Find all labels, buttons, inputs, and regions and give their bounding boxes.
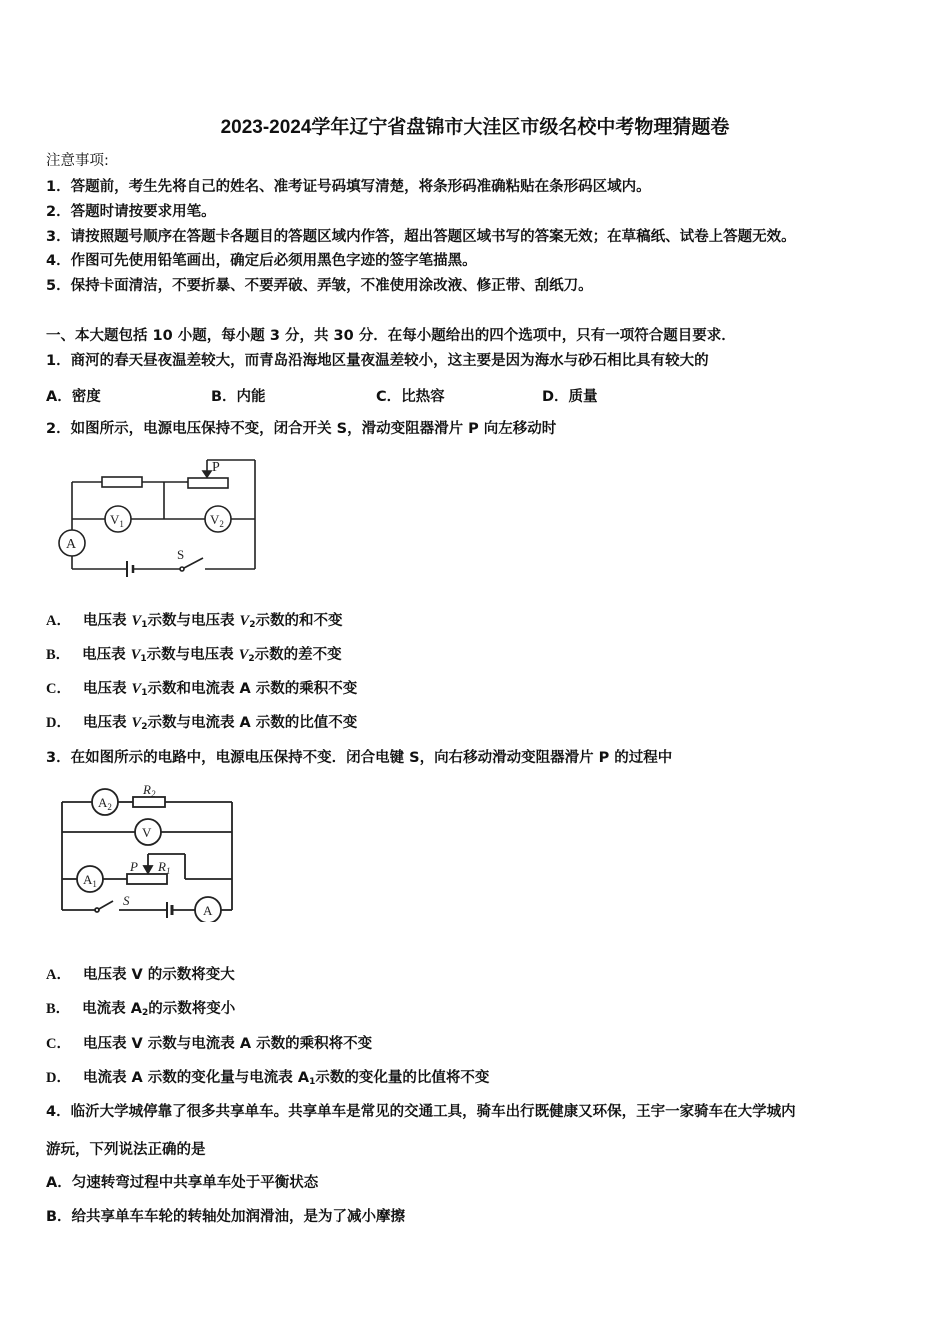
q4-option-a[interactable]: A．匀速转弯过程中共享单车处于平衡状态 — [46, 1175, 319, 1191]
label-r1: $R_1$ — [158, 859, 171, 876]
slide-rheostat — [188, 478, 228, 488]
question-2-circuit-diagram — [55, 455, 260, 580]
question-4-stem-line-1: 4．临沂大学城停靠了很多共享单车。共享单车是常见的交通工具，骑车出行既健康又环保，王宇一家骑车在大学城内 — [46, 1104, 796, 1120]
label-p: P — [130, 859, 138, 874]
q2-option-d[interactable]: D． 电压表 $V_2$示数与电流表 A 示数的比值不变 — [46, 715, 358, 732]
question-3-circuit-diagram — [55, 782, 240, 922]
label-s: S — [177, 547, 185, 562]
question-1-options — [46, 385, 906, 405]
resistor-r2 — [133, 797, 165, 807]
question-4-stem-line-2: 游玩，下列说法正确的是 — [46, 1142, 206, 1158]
label-v2: $V_2$ — [210, 512, 224, 529]
label-a1: $A_1$ — [83, 872, 97, 889]
label-r2: $R_2$ — [143, 782, 156, 799]
rheostat-r1 — [127, 874, 167, 884]
label-a: A — [203, 903, 213, 918]
q2-option-b[interactable]: B． 电压表 $V_1$示数与电压表 $V_2$示数的差不变 — [46, 647, 342, 664]
q3-option-b[interactable]: B． 电流表 $A_2$的示数将变小 — [46, 1001, 236, 1018]
section-heading: 一、本大题包括 10 小题，每小题 3 分，共 30 分．在每小题给出的四个选项中，只有一项符合题目要求． — [46, 328, 736, 344]
q4-option-b[interactable]: B．给共享单车车轮的转轴处加润滑油，是为了减小摩擦 — [46, 1209, 406, 1225]
notice-item-4: 4．作图可先使用铅笔画出，确定后必须用黑色字迹的签字笔描黑。 — [46, 253, 477, 269]
q1-option-d[interactable]: D．质量 — [542, 389, 598, 405]
q1-option-c[interactable]: C．比热容 — [376, 389, 445, 405]
notice-item-1: 1．答题前，考生先将自己的姓名、准考证号码填写清楚，将条形码准确粘贴在条形码区域内。 — [46, 179, 651, 195]
notice-item-3: 3．请按照题号顺序在答题卡各题目的答题区域内作答，超出答题区域书写的答案无效；在草稿纸、试卷上答题无效。 — [46, 229, 796, 245]
label-v: V — [142, 825, 152, 840]
q2-option-c[interactable]: C． 电压表 $V_1$示数和电流表 A 示数的乘积不变 — [46, 681, 358, 698]
label-p: P — [212, 460, 220, 475]
q3-option-d[interactable]: D． 电流表 A 示数的变化量与电流表 $A_1$示数的变化量的比值将不变 — [46, 1070, 490, 1087]
notice-heading: 注意事项: — [46, 153, 109, 169]
label-s: S — [123, 893, 130, 908]
q3-option-a[interactable]: A． 电压表 V 的示数将变大 — [46, 967, 235, 983]
q1-option-b[interactable]: B．内能 — [211, 389, 266, 405]
label-a: A — [66, 537, 77, 552]
q3-option-c[interactable]: C． 电压表 V 示数与电流表 A 示数的乘积将不变 — [46, 1036, 373, 1052]
notice-item-5: 5．保持卡面清洁，不要折暴、不要弄破、弄皱，不准使用涂改液、修正带、刮纸刀。 — [46, 278, 593, 294]
label-a2: $A_2$ — [98, 795, 112, 812]
notice-item-2: 2．答题时请按要求用笔。 — [46, 204, 216, 220]
label-v1: $V_1$ — [110, 512, 124, 529]
question-3-stem: 3．在如图所示的电路中，电源电压保持不变．闭合电键 S，向右移动滑动变阻器滑片 P 的过程中 — [46, 750, 673, 766]
page-title: 2023-2024学年辽宁省盘锦市大洼区市级名校中考物理猜题卷 — [220, 117, 730, 138]
question-1-stem: 1．商河的春天昼夜温差较大，而青岛沿海地区量夜温差较小，这主要是因为海水与砂石相比具有较大的 — [46, 353, 709, 369]
fixed-resistor — [102, 477, 142, 487]
q1-option-a[interactable]: A．密度 — [46, 389, 101, 405]
question-2-stem: 2．如图所示，电源电压保持不变，闭合开关 S，滑动变阻器滑片 P 向左移动时 — [46, 421, 557, 437]
q2-option-a[interactable]: A． 电压表 $V_1$示数与电压表 $V_2$示数的和不变 — [46, 613, 343, 630]
